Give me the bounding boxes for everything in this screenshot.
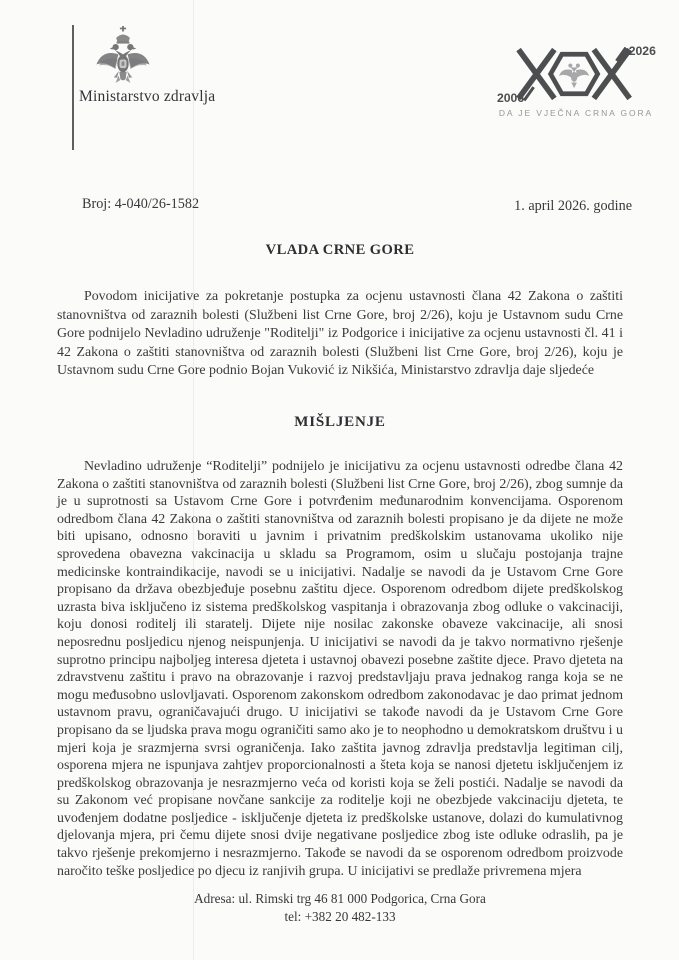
- mini-eagle-icon: [559, 63, 589, 88]
- letterhead-divider: [72, 25, 74, 150]
- document-date: 1. april 2026. godine: [514, 198, 632, 214]
- anniversary-year-end: 2026: [628, 44, 656, 59]
- anniversary-slogan: DA JE VJEČNA CRNA GORA: [498, 108, 654, 118]
- footer-phone: tel: +382 20 482-133: [284, 909, 396, 924]
- intro-paragraph: Povodom inicijative za pokretanje postupka za ocjenu ustavnosti člana 42 Zakona o zaštiti stanovništva od zaraznih bolesti (Službeni list Crne Gore, broj 2/26), koju je Ustavnom sudu Crne Gore podnijelo Nevladino udruženje "Roditelji" iz Podgorice i inicijative za ocjenu ustavnosti čl. 41 i 42 Zakona o zaštiti stanovništva od zaraznih bolesti (Službeni list Crne Gore, broj 2/26), koju je Ustavnom sudu Crne Gore podnio Bojan Vuković iz Nikšića, Ministarstvo zdravlja daje sljedeće: [57, 289, 623, 378]
- opinion-body-paragraph: Nevladino udruženje “Roditelji” podnijelo je inicijativu za ocjenu ustavnosti odredbe člana 42 Zakona o zaštiti stanovništva od zaraznih bolesti (Službeni list Crne Gore, broj 2/26), zbog sumnje da je u suprotnosti sa Ustavom Crne Gore i potvrđenim međunarodnim konvencijama. Osporenom odredbom člana 42 Zakona o zaštiti stanovništva od zaraznih bolesti propisano je da dijete ne može biti upisano, odnosno boraviti u javnim i privatnim predškolskim ustanovama ukoliko nije sprovedena obavezna vakcinacija u skladu sa Programom, osim u slučaju postojanja trajne medicinske kontraindikacije, navodi se u inicijativi. Nadalje se navodi da je Ustavom Crne Gore propisano da država obezbjeđuje posebnu zaštitu djece. Osporenom odredbom dijete predškolskog uzrasta biva isključeno iz sistema predškolskog vaspitanja i obrazovanja zbog odluke o vakcinaciji, koju donosi roditelj ili staratelj. Dijete nije nosilac zakonske obaveze vakcinacije, ali snosi neposrednu posljedicu njenog neispunjenja. U inicijativi se navodi da je takvo normativno rješenje suprotno principu najboljeg interesa djeteta i ustavnoj obavezi posebne zaštite djece. Pravo djeteta na zdravstvenu zaštitu i pravo na obrazovanje i razvoj predstavljaju prava jednakog ranga koja se ne mogu međusobno uslovljavati. Osporenom zakonskom odredbom zakonodavac je dao primat jednom ustavnom pravu, ograničavajući drugo. U inicijativi se takođe navodi da je Ustavom Crne Gore propisano da se ljudska prava mogu ograničiti samo ako je to neophodno u demokratskom društvu i u mjeri koja je srazmjerna svrsi ograničenja. Iako zaštita javnog zdravlja predstavlja legitiman cilj, osporena mjera ne ispunjava zahtjev proporcionalnosti a šteta koja se nanosi djetetu isključenjem iz predškolskog obrazovanja je nesrazmjerno veća od koristi koja se želi postići. Nadalje se navodi da su Zakonom već propisane novčane sankcije za roditelje koji ne obezbjede vakcinaciju djeteta, te uvođenjem dodatne posljedice - isključenje djeteta iz predškolske ustanove, dolazi do kumulativnog djelovanja mjera, pri čemu dijete snosi dvije negativane posljedice zbog iste odluke odraslih, pa je takvo rješenje prekomjerno i nesrazmjerno. Takođe se navodi da se osporenom odredbom proizvode naročito teške posljedice po djecu iz ranjivih grupa. U inicijativi se predlaže privremena mjera: [57, 459, 623, 879]
- recipient-title: VLADA CRNE GORE: [265, 242, 415, 258]
- ministry-name: Ministarstvo zdravlja: [79, 88, 216, 105]
- anniversary-year-start: 2006: [496, 91, 525, 106]
- opinion-heading: MIŠLJENJE: [294, 414, 386, 430]
- footer-address: Adresa: ul. Rimski trg 46 81 000 Podgorica, Crna Gora: [194, 891, 486, 906]
- coat-of-arms-icon: [93, 26, 153, 92]
- anniversary-logo: [494, 42, 658, 118]
- footer-contact: [57, 890, 623, 926]
- reference-number: Broj: 4-040/26-1582: [82, 196, 200, 212]
